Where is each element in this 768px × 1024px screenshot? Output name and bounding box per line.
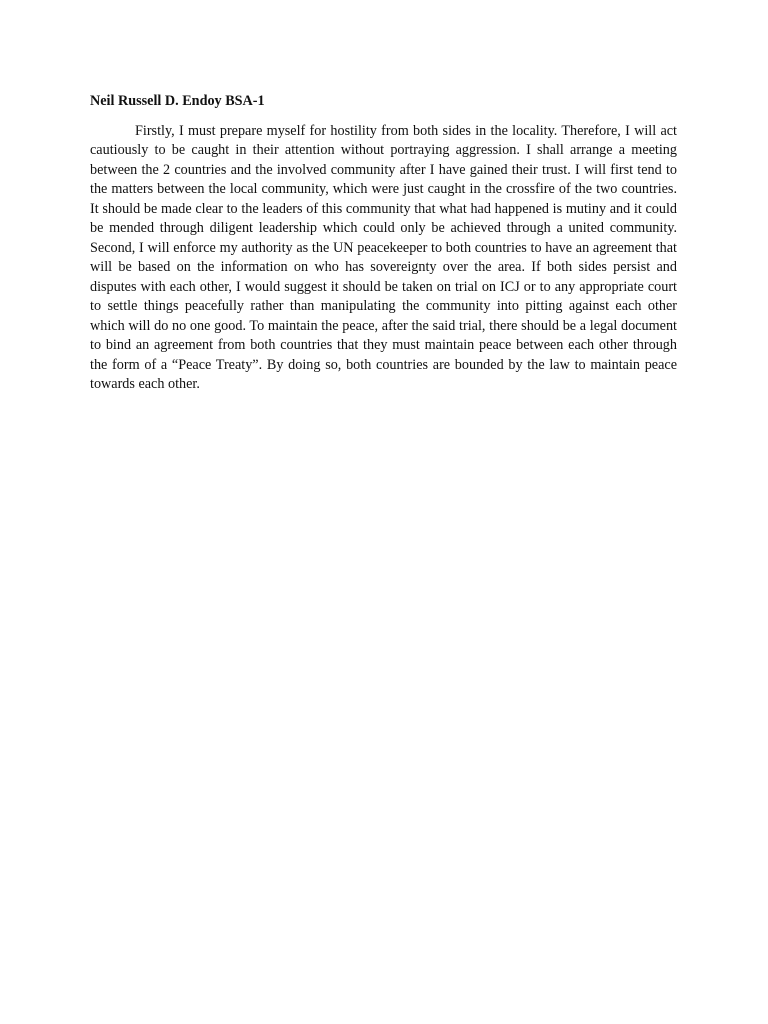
author-line: Neil Russell D. Endoy BSA-1: [90, 93, 265, 109]
essay-paragraph: Firstly, I must prepare myself for hostility from both sides in the locality. Therefore, I will act cautiously to be caught in their attention without portraying aggression. I shall arrange a meeting between the 2 countries and the involved community after I have gained their trust. I will first tend to the matters between the local community, which were just caught in the crossfire of the two countries. It should be made clear to the leaders of this community that what had happened is mutiny and it could be mended through diligent leadership which could only be achieved through a united community. Second, I will enforce my authority as the UN peacekeeper to both countries to have an agreement that will be based on the information on who has sovereignty over the area. If both sides persist and disputes with each other, I would suggest it should be taken on trial on ICJ or to any appropriate court to settle things peacefully rather than manipulating the community into pitting against each other which will do no one good. To maintain the peace, after the said trial, there should be a legal document to bind an agreement from both countries that they must maintain peace between each other through the form of a “Peace Treaty”. By doing so, both countries are bounded by the law to maintain peace towards each other.: [90, 122, 677, 392]
document-content: [90, 92, 677, 395]
